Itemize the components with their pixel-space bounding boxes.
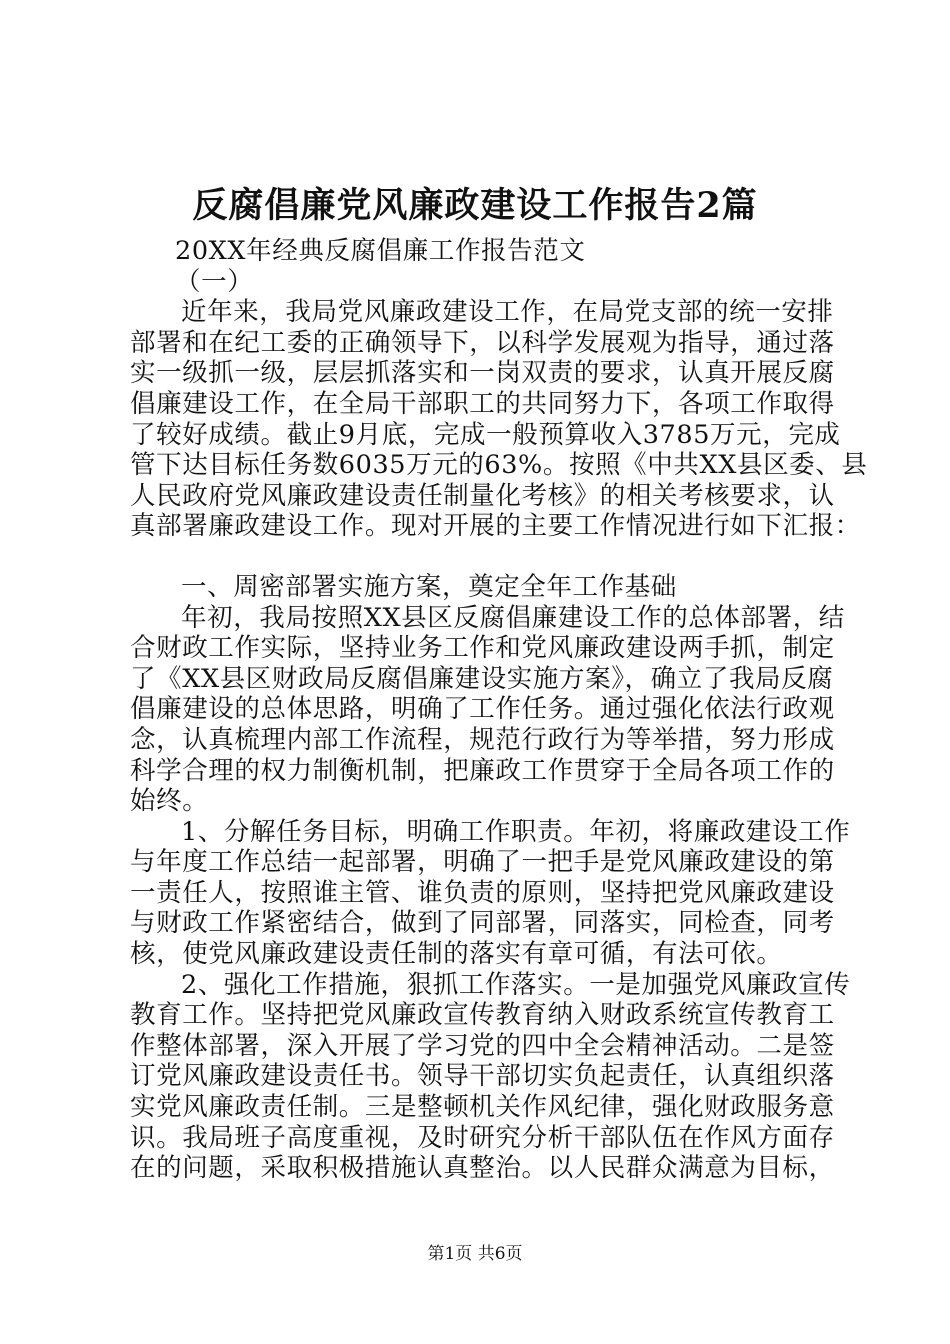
paragraph-line: 科学合理的权力制衡机制，把廉政工作贯穿于全局各项工作的 [130,755,835,786]
section-heading [130,572,842,603]
paragraph-line: 倡廉建设工作，在全局干部职工的共同努力下，各项工作取得 [130,388,835,419]
paragraph [130,297,868,542]
document-body [130,236,868,1184]
paragraph-line: 人民政府党风廉政建设责任制量化考核》的相关考核要求，认 [130,480,835,511]
paragraph-line: 实党风廉政责任制。三是整顿机关作风纪律，强化财政服务意 [130,1092,835,1123]
paragraph-line: 念，认真梳理内部工作流程，规范行政行为等举措，努力形成 [130,724,835,755]
paragraph-line: 管下达目标任务数6035万元的63%。按照《中共XX县区委、县 [130,450,868,481]
paragraph [130,602,845,817]
part-label: （一） [175,266,254,297]
paragraph-line: 与年度工作总结一起部署，明确了一把手是党风廉政建设的第 [130,847,835,878]
paragraph-line: 订党风廉政建设责任书。领导干部切实负起责任，认真组织落 [130,1061,835,1092]
paragraph-line: 部署和在纪工委的正确领导下，以科学发展观为指导，通过落 [130,327,835,358]
paragraph-spacer [130,542,842,572]
page-footer: 第1页 共6页 [427,1244,523,1264]
paragraph-line: 合财政工作实际，坚持业务工作和党风廉政建设两手抓，制定 [130,633,835,664]
paragraph-line: 一责任人，按照谁主管、谁负责的原则，坚持把党风廉政建设 [130,877,835,908]
paragraph-line: 年初，我局按照XX县区反腐倡廉建设工作的总体部署，结 [181,602,845,633]
section-heading-text: 一、周密部署实施方案，奠定全年工作基础 [181,571,677,602]
paragraph [130,816,851,970]
paragraph-line: 2、强化工作措施，狠抓工作落实。一是加强党风廉政宣传 [181,969,851,1000]
paragraph-line: 与财政工作紧密结合，做到了同部署，同落实，同检查，同考 [130,908,835,939]
paragraph-line: 近年来，我局党风廉政建设工作，在局党支部的统一安排 [181,297,834,328]
paragraph-line: 真部署廉政建设工作。现对开展的主要工作情况进行如下汇报： [130,511,861,542]
paragraph-line: 作整体部署，深入开展了学习党的四中全会精神活动。二是签 [130,1030,835,1061]
document-subtitle: 20XX年经典反腐倡廉工作报告范文 [175,236,586,266]
paragraph-line: 在的问题，采取积极措施认真整治。以人民群众满意为目标， [130,1153,835,1184]
paragraph-line: 识。我局班子高度重视，及时研究分析干部队伍在作风方面存 [130,1122,835,1153]
document-title: 反腐倡廉党风廉政建设工作报告2篇 [192,185,758,226]
paragraph-line: 1、分解任务目标，明确工作职责。年初，将廉政建设工作 [181,816,851,847]
paragraph-line: 了较好成绩。截止9月底，完成一般预算收入3785万元，完成 [130,419,841,450]
paragraph [130,969,851,1184]
paragraph-line: 核，使党风廉政建设责任制的落实有章可循，有法可依。 [130,939,783,970]
paragraph-line: 始终。 [130,786,209,817]
paragraph-line: 实一级抓一级，层层抓落实和一岗双责的要求，认真开展反腐 [130,358,835,389]
paragraph-line: 教育工作。坚持把党风廉政宣传教育纳入财政系统宣传教育工 [130,1000,835,1031]
paragraph-line: 了《XX县区财政局反腐倡廉建设实施方案》，确立了我局反腐 [130,663,834,694]
paragraph-line: 倡廉建设的总体思路，明确了工作任务。通过强化依法行政观 [130,694,835,725]
